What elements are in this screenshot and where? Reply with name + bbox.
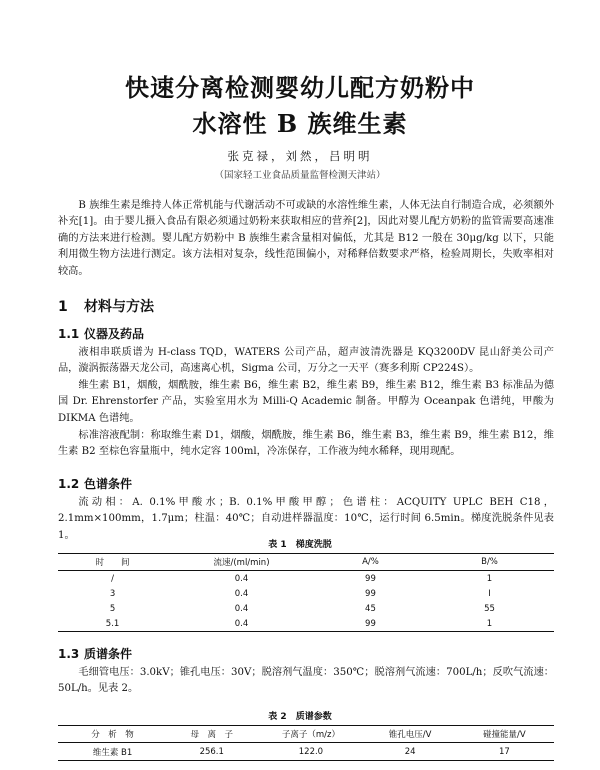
subsection-number: 1.3 <box>58 647 80 661</box>
table-row <box>58 571 554 587</box>
subsection-title: 质谱条件 <box>84 647 133 661</box>
paper-title-line-1: 快速分离检测婴幼儿配方奶粉中 <box>125 73 475 102</box>
table-row <box>58 743 554 761</box>
table-cell: 5.1 <box>105 619 120 629</box>
table-cell: 24 <box>404 747 416 757</box>
ms-parameters-table <box>58 725 554 761</box>
subsection-number: 1.2 <box>58 477 80 491</box>
column-header: 流速/(ml/min) <box>167 554 316 571</box>
table-row <box>58 601 554 616</box>
table-row <box>58 616 554 632</box>
affiliation: （国家轻工业食品质量监督检测天津站） <box>214 170 386 181</box>
table-2-caption: 表 2 质谱参数 <box>268 712 332 722</box>
table-cell: 0.4 <box>234 604 249 614</box>
table-row <box>58 586 554 601</box>
table-cell: 256.1 <box>199 747 224 757</box>
column-header: 时 间 <box>58 554 167 571</box>
gradient-table <box>58 553 554 632</box>
column-header: B/% <box>425 554 554 571</box>
table-cell: 55 <box>484 604 495 614</box>
authors: 张克禄，刘然，吕明明 <box>227 149 373 163</box>
chromatography-paragraph: 流动相：A. 0.1%甲酸水；B. 0.1%甲酸甲醇；色谱柱：ACQUITY UPLC BEH C18，2.1mm×100mm，1.7μm；柱温：40℃；自动进样器温度：10℃，运行时间 6.5min。梯度洗脱条件见表 1。 <box>58 497 554 541</box>
column-header: A/% <box>316 554 425 571</box>
subsection-number: 1.1 <box>58 327 80 341</box>
table-cell: 122.0 <box>298 747 324 757</box>
table-cell: 3 <box>109 589 116 599</box>
mass-spec-paragraph: 毛细管电压：3.0kV；锥孔电压：30V；脱溶剂气温度：350℃；脱溶剂气流速：700L/h；反吹气流速：50L/h。见表 2。 <box>58 667 554 695</box>
section-heading-1 <box>58 296 154 316</box>
table-cell: 0.4 <box>234 589 249 599</box>
table-1-caption: 表 1 梯度洗脱 <box>268 540 332 550</box>
table-cell: 0.4 <box>234 574 249 584</box>
subsection-heading-1-3 <box>58 645 132 662</box>
column-header: 母 离 子 <box>167 726 256 743</box>
table-cell: 1 <box>486 574 493 584</box>
column-header: 子离子（m/z） <box>256 726 365 743</box>
column-header: 碰撞能量/V <box>455 726 554 743</box>
column-header: 锥孔电压/V <box>365 726 454 743</box>
standard-solution-paragraph: 标准溶液配制：称取维生素 D1，烟酸，烟酰胺，维生素 B6，维生素 B3，维生素 B9，维生素 B12，维生素 B2 至棕色容量瓶中，纯水定容 100ml，冷冻保存，工作液为纯水稀释，现用现配。 <box>58 430 554 458</box>
table-header-row <box>58 726 554 743</box>
subsection-heading-1-1 <box>58 325 144 342</box>
subsection-heading-1-2 <box>58 475 132 492</box>
paper-title-line-2: 水溶性 B 族维生素 <box>192 109 408 138</box>
table-cell: / <box>111 574 114 584</box>
table-cell: 5 <box>109 604 116 614</box>
subsection-title: 仪器及药品 <box>84 327 145 341</box>
subsection-title: 色谱条件 <box>84 477 133 491</box>
table-cell: 99 <box>365 589 376 599</box>
reagents-paragraph: 维生素 B1，烟酸，烟酰胺，维生素 B6，维生素 B2，维生素 B9，维生素 B12，维生素 B3 标准品为德国 Dr. Ehrenstorfer 产品，实验室用水为 Milli-Q Academic 制备。甲醇为 Oceanpak 色谱纯，甲酸为 DIKMA 色谱纯。 <box>58 380 554 424</box>
table-cell: 99 <box>365 619 376 629</box>
table-cell: 99 <box>365 574 376 584</box>
table-cell: I <box>488 589 491 599</box>
table-cell: 45 <box>365 604 376 614</box>
section-number: 1 <box>58 299 68 315</box>
instruments-paragraph: 液相串联质谱为 H-class TQD，WATERS 公司产品，超声波清洗器是 KQ3200DV 昆山舒美公司产品，漩涡振荡器天龙公司，高速离心机，Sigma 公司，万分之一天平（赛多利斯 CP224S）。 <box>58 347 554 375</box>
table-cell: 17 <box>498 747 510 757</box>
table-header-row <box>58 554 554 571</box>
table-cell: 1 <box>486 619 493 629</box>
table-cell: 维生素 B1 <box>92 748 133 758</box>
column-header: 分 析 物 <box>58 726 167 743</box>
section-title: 材料与方法 <box>84 299 154 315</box>
intro-paragraph: B 族维生素是维持人体正常机能与代谢活动不可或缺的水溶性维生素，人体无法自行制造合成，必须额外补充[1]。由于婴儿摄入食品有限必须通过奶粉来获取相应的营养[2]，因此对婴儿配方奶粉的监管需要高速准确的方法来进行检测。婴儿配方奶粉中 B 族维生素含量相对偏低，尤其是 B12 一般在 30μg/kg 以下，只能利用微生物方法进行测定。该方法相对复杂，线性范围偏小，对稀释倍数要求严格，检验周期长，失败率相对较高。 <box>58 200 554 277</box>
table-cell: 0.4 <box>234 619 249 629</box>
